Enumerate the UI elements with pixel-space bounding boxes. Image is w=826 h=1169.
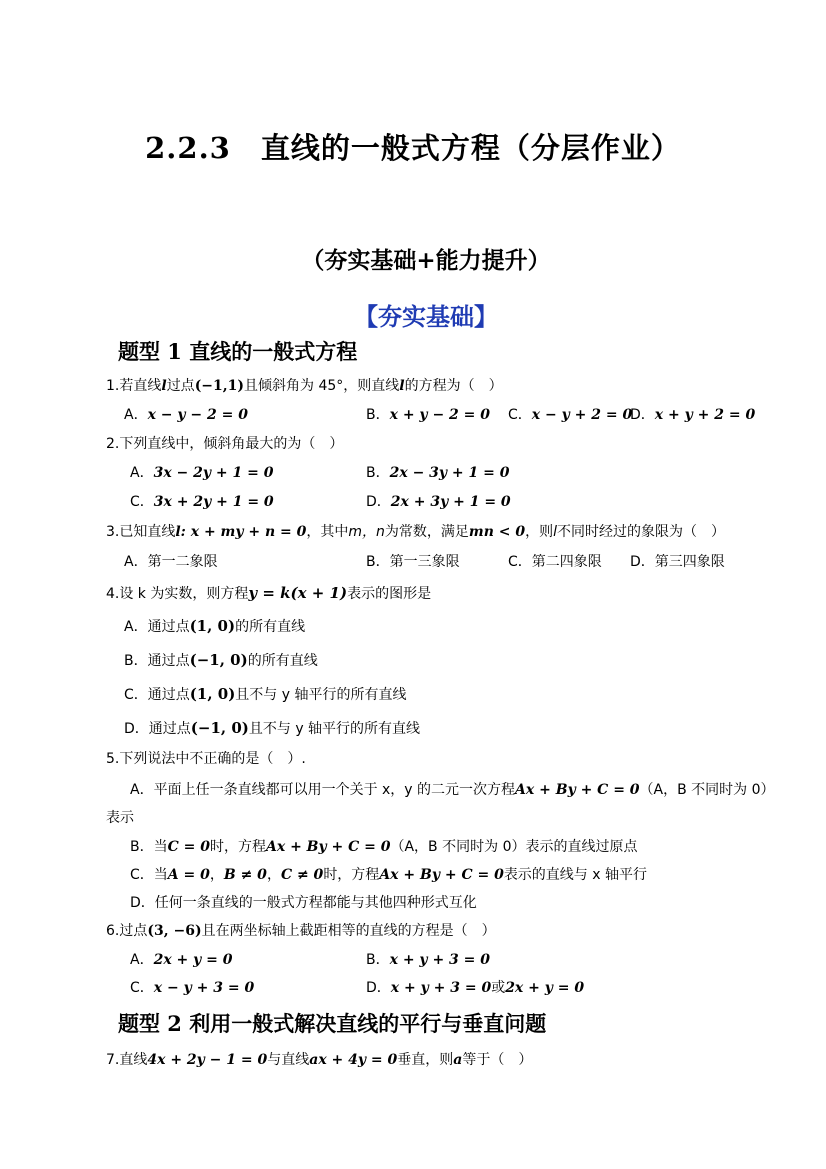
q1-point: (−1,1): [194, 378, 245, 394]
section-header: 【夯实基础】: [354, 302, 498, 331]
q4-equation: y = k(x + 1): [248, 584, 348, 602]
q3-option-b: B．第一三象限: [366, 554, 460, 570]
type2-heading: 题型 2 利用一般式解决直线的平行与垂直问题: [118, 1011, 547, 1036]
q1-option-a: A．x − y − 2 = 0: [124, 407, 248, 423]
q4-option-a: A．通过点(1, 0)的所有直线: [124, 617, 306, 635]
question-6: 6.过点(3, −6)且在两坐标轴上截距相等的直线的方程是（ ）: [106, 923, 496, 939]
q1-pre: 1.若直线: [106, 378, 162, 394]
page-subtitle: （夯实基础+能力提升）: [301, 247, 551, 274]
q7-line2: ax + 4y = 0: [309, 1052, 398, 1068]
q1-mid2: 且倾斜角为 45°，则直线: [244, 378, 400, 394]
q6-option-b: B．x + y + 3 = 0: [366, 952, 491, 968]
q4-option-d: D．通过点(−1, 0)且不与 y 轴平行的所有直线: [124, 719, 421, 737]
page-title: 2.2.3 直线的一般式方程（分层作业）: [145, 131, 681, 165]
q6-option-d: D．x + y + 3 = 0或2x + y = 0: [366, 980, 585, 996]
q5-option-a-continued: 表示: [106, 810, 134, 826]
q2-option-d: D．2x + 3y + 1 = 0: [366, 494, 511, 510]
q1-option-d: D．x + y + 2 = 0: [630, 407, 756, 423]
q3-option-a: A．第一二象限: [124, 554, 218, 570]
q5-option-b: B．当C = 0时，方程Ax + By + C = 0（A，B 不同时为 0）表示的直线过原点: [130, 839, 638, 855]
question-3: 3.已知直线l: x + my + n = 0，其中m，n为常数，满足mn < 0，则l不同时经过的象限为（ ）: [106, 524, 725, 540]
question-5: 5.下列说法中不正确的是（ ）.: [106, 751, 306, 767]
q1-option-c: C．x − y + 2 = 0: [508, 407, 633, 423]
q2-option-a: A．3x − 2y + 1 = 0: [130, 465, 274, 481]
q6-point: (3, −6): [147, 923, 202, 939]
q1-post: 的方程为（ ）: [404, 378, 503, 394]
q5-option-a: A．平面上任一条直线都可以用一个关于 x，y 的二元一次方程Ax + By + C = 0（A，B 不同时为 0）: [130, 782, 775, 798]
question-1: [106, 375, 503, 395]
q6-option-a: A．2x + y = 0: [130, 952, 233, 968]
q2-option-b: B．2x − 3y + 1 = 0: [366, 465, 510, 481]
question-2: 2.下列直线中，倾斜角最大的为（ ）: [106, 436, 344, 452]
q5-option-d: D．任何一条直线的一般式方程都能与其他四种形式互化: [130, 895, 477, 911]
question-7: 7.直线4x + 2y − 1 = 0与直线ax + 4y = 0垂直，则a等于（ ）: [106, 1052, 533, 1068]
q5-option-c: C．当A = 0，B ≠ 0，C ≠ 0时，方程Ax + By + C = 0表示的直线与 x 轴平行: [130, 867, 647, 883]
q1-mid1: 过点: [166, 378, 195, 394]
q1-l2: l: [399, 378, 405, 394]
type1-heading: 题型 1 直线的一般式方程: [118, 339, 358, 364]
q1-l1: l: [161, 378, 167, 394]
q6-option-c: C．x − y + 3 = 0: [130, 980, 255, 996]
q4-option-b: B．通过点(−1, 0)的所有直线: [124, 651, 318, 669]
question-4: 4.设 k 为实数，则方程y = k(x + 1)表示的图形是: [106, 584, 432, 602]
q3-line-equation: l: x + my + n = 0: [175, 524, 307, 540]
q3-option-d: D．第三四象限: [630, 554, 725, 570]
q3-option-c: C．第二四象限: [508, 554, 602, 570]
q3-condition: mn < 0: [468, 524, 526, 540]
q2-option-c: C．3x + 2y + 1 = 0: [130, 494, 274, 510]
q1-option-b: B．x + y − 2 = 0: [366, 407, 491, 423]
q4-option-c: C．通过点(1, 0)且不与 y 轴平行的所有直线: [124, 685, 407, 703]
q7-line1: 4x + 2y − 1 = 0: [147, 1052, 268, 1068]
